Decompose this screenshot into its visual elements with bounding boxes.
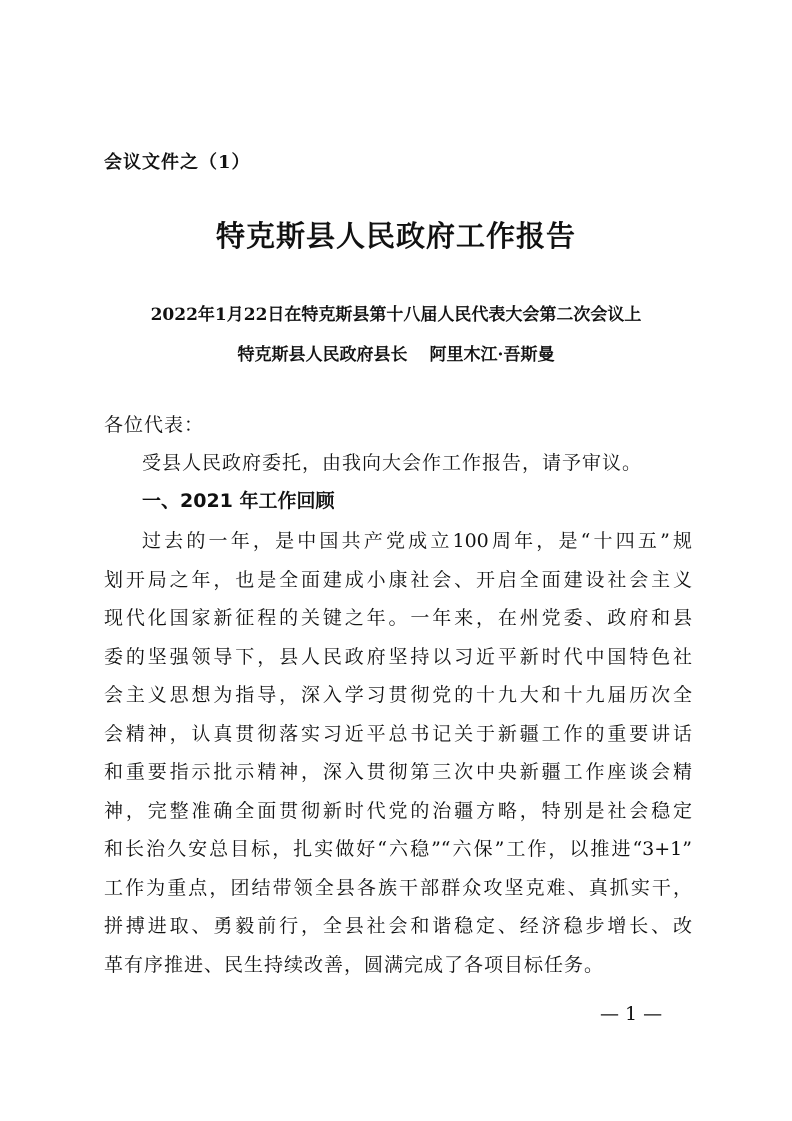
paragraph-line: 现代化国家新征程的关键之年。一年来，在州党委、政府和县 [104, 607, 692, 629]
paragraph-line: 过去的一年，是中国共产党成立100周年，是“十四五”规 [142, 530, 692, 552]
section-heading: 一、2021 年工作回顾 [142, 490, 335, 512]
paragraph-line: 和长治久安总目标，扎实做好“六稳”“六保”工作，以推进“3+1” [104, 838, 692, 860]
greeting: 各位代表： [104, 414, 205, 436]
paragraph-line: 神，完整准确全面贯彻新时代党的治疆方略，特别是社会稳定 [104, 799, 692, 822]
paragraph-line: 革有序推进、民生持续改善，圆满完成了各项目标任务。 [104, 953, 605, 976]
paragraph-line: 会精神，认真贯彻落实习近平总书记关于新疆工作的重要讲话 [104, 722, 692, 745]
document-label: 会议文件之（1） [104, 152, 251, 173]
speaker-name: 阿里木江·吾斯曼 [429, 345, 555, 365]
paragraph-line: 和重要指示批示精神，深入贯彻第三次中央新疆工作座谈会精 [104, 761, 692, 783]
paragraph-line: 委的坚强领导下，县人民政府坚持以习近平新时代中国特色社 [104, 645, 692, 668]
speaker-position: 特克斯县人民政府县长 [237, 345, 408, 365]
meeting-info: 2022年1月22日在特克斯县第十八届人民代表大会第二次会议上 [150, 305, 642, 325]
speaker-line [0, 340, 792, 365]
paragraph-line: 拼搏进取、勇毅前行，全县社会和谐稳定、经济稳步增长、改 [104, 915, 692, 937]
paragraph-line: 工作为重点，团结带领全县各族干部群众攻坚克难、真抓实干， [104, 876, 692, 899]
intro-paragraph: 受县人民政府委托，由我向大会作工作报告，请予审议。 [142, 452, 643, 474]
document-title: 特克斯县人民政府工作报告 [215, 219, 576, 253]
page-number: — 1 — [600, 1003, 663, 1025]
paragraph-line: 划开局之年，也是全面建成小康社会、开启全面建设社会主义 [104, 568, 692, 591]
paragraph-line: 会主义思想为指导，深入学习贯彻党的十九大和十九届历次全 [104, 684, 692, 706]
body-paragraph [104, 522, 692, 984]
